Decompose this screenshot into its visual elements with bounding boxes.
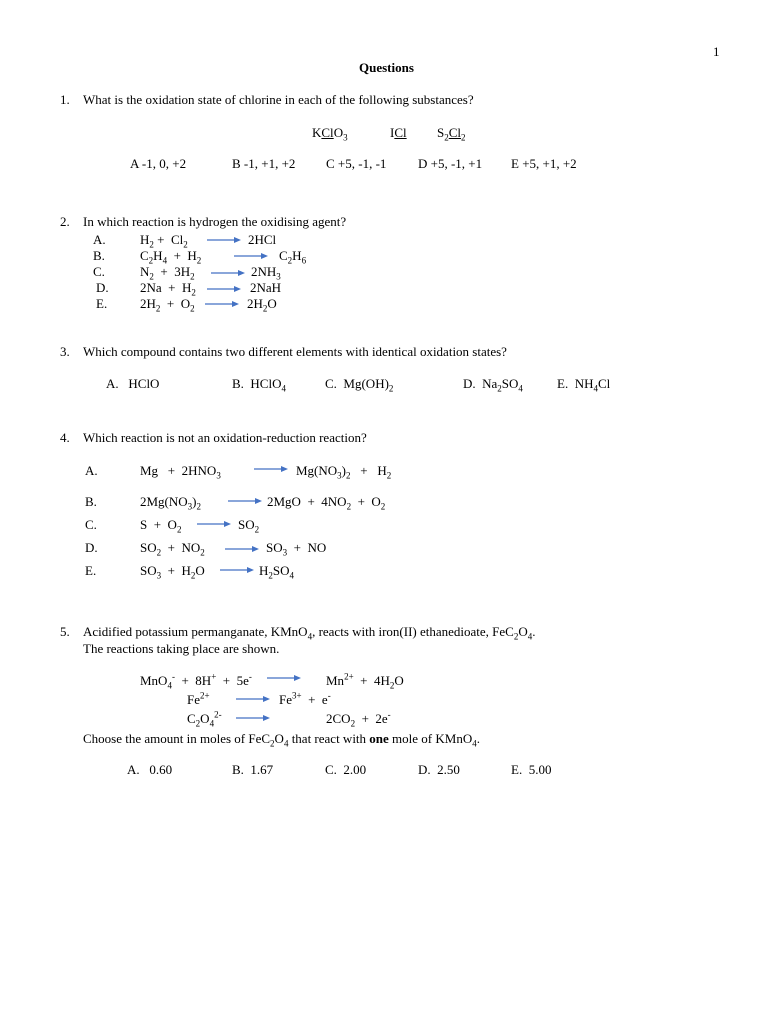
arrow-icon (234, 250, 270, 262)
option-letter[interactable]: D. (96, 280, 109, 295)
question-number: 4. (60, 430, 70, 445)
arrow-icon (228, 495, 264, 507)
page-title: Questions (359, 60, 414, 75)
page-number: 1 (713, 44, 720, 59)
reaction-products: $H_2SO_4$ (259, 563, 295, 581)
arrow-icon (207, 283, 243, 295)
reaction-products: 2HCl (248, 232, 277, 247)
arrow-icon (254, 463, 290, 475)
question-text: What is the oxidation state of chlorine in each of the following substances? (83, 92, 474, 107)
option-letter[interactable]: C. (85, 517, 97, 532)
substance-icl: ICl (390, 125, 407, 140)
option-letter[interactable]: A. (93, 232, 106, 247)
option-e[interactable]: E. $NH_4Cl$ (557, 376, 611, 394)
option-b[interactable]: B -1, +1, +2 (232, 156, 296, 171)
option-e[interactable]: E +5, +1, +2 (511, 156, 577, 171)
reaction-reactants: $SO_2 + NO_2$ (140, 540, 205, 558)
option-b[interactable]: B. 1.67 (232, 762, 274, 777)
half-reaction-reactants: $C_2O_4^{2-}$ (187, 709, 222, 729)
reaction-products: 2NaH (250, 280, 282, 295)
option-c[interactable]: C +5, -1, -1 (326, 156, 387, 171)
reaction-reactants: $2Mg(NO_3)_2$ (140, 494, 202, 512)
arrow-icon (220, 564, 256, 576)
question-number: 1. (60, 92, 70, 107)
option-letter[interactable]: A. (85, 463, 98, 478)
option-letter[interactable]: B. (85, 494, 97, 509)
option-d[interactable]: D. 2.50 (418, 762, 460, 777)
reaction-products: $SO_3$ + NO (266, 540, 327, 558)
question-number: 5. (60, 624, 70, 639)
option-c[interactable]: C. $Mg(OH)_2$ (325, 376, 394, 394)
reaction-reactants: $H_2 + Cl_2$ (140, 232, 188, 250)
question-text: Acidified potassium permanganate, KMnO$_4$, reacts with iron(II) ethanedioate, $FeC_2O_4$. (83, 624, 536, 642)
option-letter[interactable]: E. (96, 296, 108, 311)
arrow-icon (236, 712, 272, 724)
reaction-products: $2NH_3$ (251, 264, 281, 282)
option-c[interactable]: C. 2.00 (325, 762, 367, 777)
arrow-icon (211, 267, 247, 279)
reaction-products: $Mg(NO_3)_2 + H_2$ (296, 463, 392, 481)
reaction-reactants: $C_2H_4 + H_2$ (140, 248, 202, 266)
reaction-products: $2H_2O$ (247, 296, 277, 314)
question-text: In which reaction is hydrogen the oxidising agent? (83, 214, 347, 229)
arrow-icon (197, 518, 233, 530)
option-letter[interactable]: C. (93, 264, 105, 279)
option-a[interactable]: A. HClO (106, 376, 160, 391)
substance-s2cl2: $S_2Cl_2$ (437, 125, 466, 143)
arrow-icon (225, 543, 261, 555)
reaction-products: $SO_2$ (238, 517, 260, 535)
reaction-products: $2MgO + 4NO_2 + O_2$ (267, 494, 386, 512)
option-b[interactable]: B. HClO$_4$ (232, 376, 286, 394)
option-letter[interactable]: E. (85, 563, 97, 578)
reaction-products: $C_2H_6$ (279, 248, 307, 266)
question-text: Which reaction is not an oxidation-reduction reaction? (83, 430, 367, 445)
arrow-icon (236, 693, 272, 705)
option-e[interactable]: E. 5.00 (511, 762, 552, 777)
option-letter[interactable]: D. (85, 540, 98, 555)
option-letter[interactable]: B. (93, 248, 105, 263)
question-number: 3. (60, 344, 70, 359)
reaction-reactants: $2H_2 + O_2$ (140, 296, 195, 314)
question-number: 2. (60, 214, 70, 229)
option-d[interactable]: D +5, -1, +1 (418, 156, 483, 171)
half-reaction-reactants: $Fe^{2+}$ (187, 690, 210, 707)
question-text-line-2: The reactions taking place are shown. (83, 641, 280, 656)
reaction-reactants: $N_2 + 3H_2$ (140, 264, 195, 282)
reaction-reactants: $Mg + 2HNO_3$ (140, 463, 221, 481)
half-reaction-products: $Fe^{3+} + e^-$ (279, 690, 331, 707)
half-reaction-products: $2CO_2 + 2e^-$ (326, 709, 391, 729)
question-instruction: Choose the amount in moles of $FeC_2O_4$ that react with one mole of KMnO$_4$. (83, 731, 480, 749)
arrow-icon (267, 672, 303, 684)
arrow-icon (207, 234, 243, 246)
option-a[interactable]: A. 0.60 (127, 762, 173, 777)
half-reaction-reactants: MnO$_4$- + 8H+ + 5e- (140, 671, 252, 691)
arrow-icon (205, 298, 241, 310)
half-reaction-products: $Mn^{2+} + 4H_2O$ (326, 671, 404, 691)
reaction-reactants: $SO_3 + H_2O$ (140, 563, 205, 581)
reaction-reactants: $S + O_2$ (140, 517, 182, 535)
option-d[interactable]: D. $Na_2SO_4$ (463, 376, 523, 394)
reaction-reactants: $2Na + H_2$ (140, 280, 196, 298)
question-text: Which compound contains two different elements with identical oxidation states? (83, 344, 507, 359)
substance-kclo3: KClO$_3$ (312, 125, 348, 143)
option-a[interactable]: A -1, 0, +2 (130, 156, 187, 171)
